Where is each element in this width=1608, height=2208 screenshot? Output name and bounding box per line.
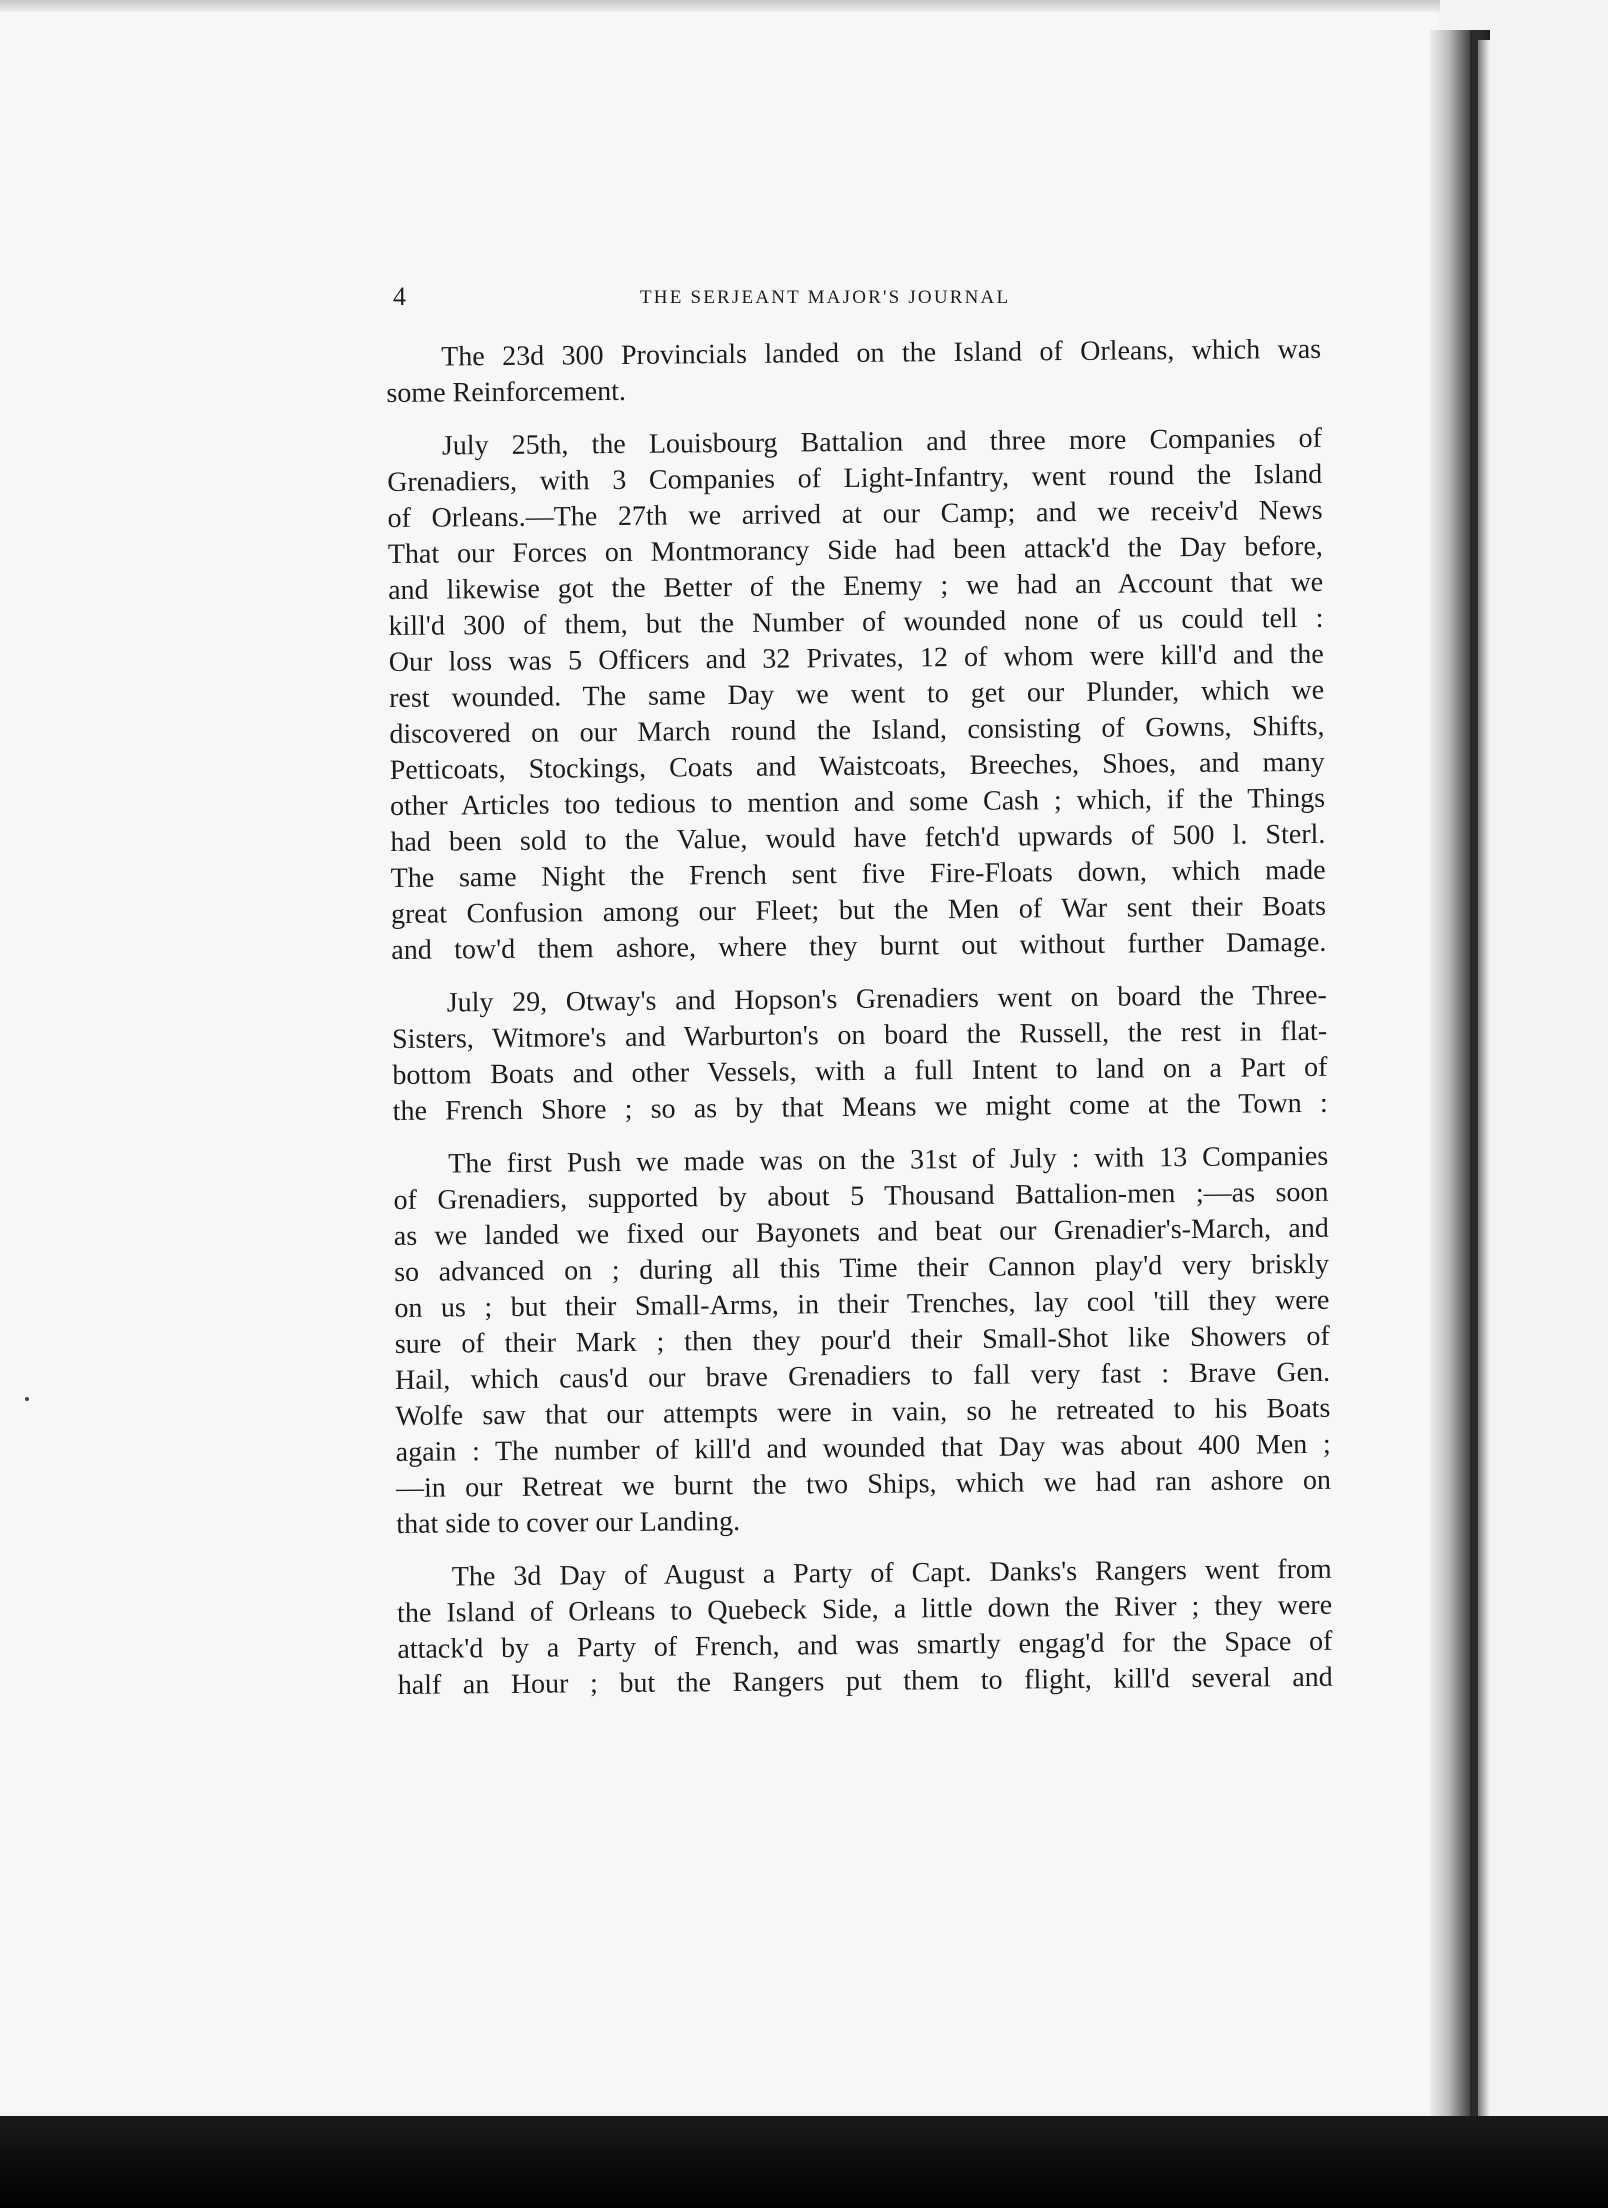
text-line: Hail, which caus'd our brave Grenadiers to fall very fast : Brave Gen. (394, 1356, 1331, 1396)
text-line: and tow'd them ashore, where they burnt out without further Damage. (391, 926, 1327, 966)
text-line: July 29, Otway's and Hopson's Grenadiers went on board the Three- (446, 979, 1327, 1019)
text-line: The 23d 300 Provincials landed on the Island of Orleans, which was (441, 333, 1322, 373)
gutter-shadow (1470, 30, 1490, 2130)
text-line: the Island of Orleans to Quebeck Side, a little down the River ; they were (396, 1589, 1333, 1629)
text-line: Sisters, Witmore's and Warburton's on board the Russell, the rest in flat- (391, 1015, 1328, 1055)
text-line: the French Shore ; so as by that Means we might come at the Town : (392, 1087, 1328, 1127)
text-line: The first Push we made was on the 31st of July : with 13 Companies (448, 1140, 1329, 1180)
text-line: Grenadiers, with 3 Companies of Light-Infantry, went round the Island (387, 458, 1323, 498)
text-line: sure of their Mark ; then they pour'd their Small-Shot like Showers of (394, 1320, 1330, 1360)
text-line: and likewise got the Better of the Enemy ; we had an Account that we (388, 566, 1324, 606)
text-line: July 25th, the Louisbourg Battalion and three more Companies of (441, 422, 1323, 462)
text-line: on us ; but their Small-Arms, in their Trenches, lay cool 'till they were (394, 1284, 1330, 1324)
text-line: of Grenadiers, supported by about 5 Thousand Battalion-men ;—as soon (393, 1176, 1329, 1216)
paragraph (386, 332, 1322, 412)
text-line: The 3d Day of August a Party of Capt. Danks's Rangers went from (451, 1553, 1332, 1593)
text-line: other Articles too tedious to mention and some Cash ; which, if the Things (389, 782, 1326, 822)
text-line: of Orleans.—The 27th we arrived at our Camp; and we receiv'd News (387, 494, 1323, 534)
text-line: that side to cover our Landing. (396, 1505, 741, 1540)
journal-text (386, 332, 1333, 1721)
paper-speck (25, 1397, 29, 1401)
text-line: again : The number of kill'd and wounded that Day was about 400 Men ; (395, 1428, 1331, 1468)
paragraph (397, 1552, 1333, 1704)
text-line: half an Hour ; but the Rangers put them to flight, kill'd several and (397, 1661, 1333, 1701)
text-line: attack'd by a Party of French, and was smartly engag'd for the Space of (397, 1625, 1333, 1665)
text-line: kill'd 300 of them, but the Number of wounded none of us could tell : (388, 602, 1324, 642)
text-line: had been sold to the Value, would have fetch'd upwards of 500 l. Sterl. (390, 818, 1326, 858)
paragraph (393, 1139, 1331, 1543)
text-line: Petticoats, Stockings, Coats and Waistcoats, Breeches, Shoes, and many (389, 746, 1325, 786)
text-line: bottom Boats and other Vessels, with a full Intent to land on a Part of (392, 1051, 1328, 1091)
right-page-edge (1478, 40, 1608, 2120)
text-line: The same Night the French sent five Fire-Floats down, which made (390, 854, 1326, 894)
text-line: as we landed we fixed our Bayonets and beat our Grenadier's-March, and (393, 1212, 1329, 1252)
paragraph (387, 421, 1327, 969)
text-line: rest wounded. The same Day we went to get our Plunder, which we (388, 674, 1325, 714)
text-line: Wolfe saw that our attempts were in vain, so he retreated to his Boats (395, 1392, 1331, 1432)
text-line: some Reinforcement. (386, 375, 627, 409)
text-line: That our Forces on Montmorancy Side had been attack'd the Day before, (387, 530, 1323, 570)
text-line: Our loss was 5 Officers and 32 Privates, 12 of whom were kill'd and the (388, 638, 1324, 678)
scan-bottom-border (0, 2116, 1608, 2208)
page-number: 4 (393, 282, 406, 311)
text-line: discovered on our March round the Island, consisting of Gowns, Shifts, (389, 710, 1325, 750)
text-line: so advanced on ; during all this Time their Cannon play'd very briskly (394, 1248, 1330, 1288)
text-line: great Confusion among our Fleet; but the Men of War sent their Boats (390, 890, 1327, 930)
text-line: —in our Retreat we burnt the two Ships, which we had ran ashore on (395, 1464, 1332, 1504)
running-title: THE SERJEANT MAJOR'S JOURNAL (640, 287, 1011, 308)
paragraph (392, 978, 1328, 1130)
